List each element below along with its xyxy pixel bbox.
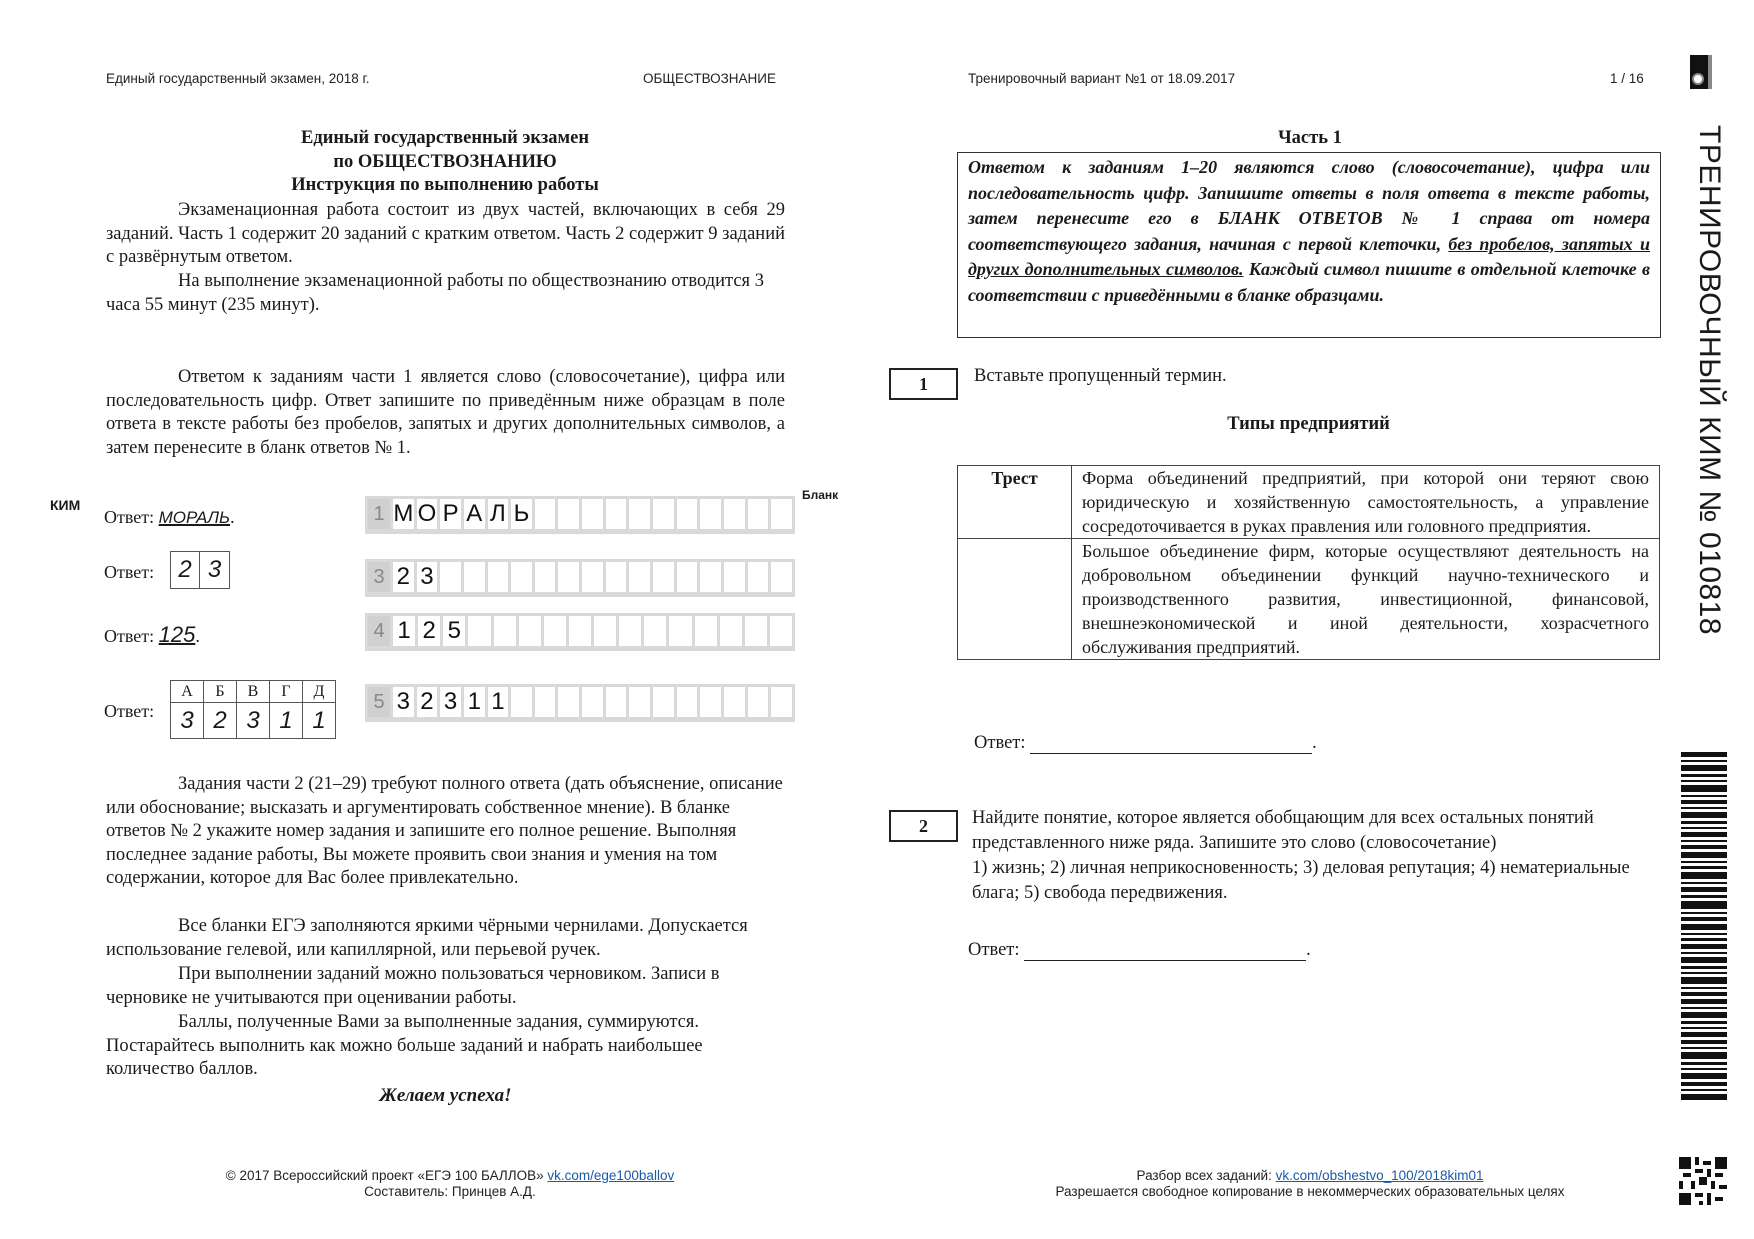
- blank-cell: [582, 499, 603, 529]
- blank-row-4: [365, 613, 795, 651]
- blank-cell: М: [393, 500, 414, 527]
- blank-cell: [695, 616, 717, 646]
- blank-cell: [748, 562, 769, 592]
- blank-row-number: 1: [368, 499, 390, 529]
- kim-value: 1: [270, 703, 303, 739]
- blank-cell: [582, 562, 603, 592]
- kim-value: 2: [204, 703, 237, 739]
- vertical-kim-title: ТРЕНИРОВОЧНЫЙ КИМ № 010818: [1693, 125, 1726, 636]
- qr-code-icon: [1679, 1157, 1727, 1205]
- blank-cell: 2: [393, 562, 414, 592]
- barcode-icon: [1681, 752, 1727, 1102]
- footer-analysis-link[interactable]: vk.com/obshestvo_100/2018kim01: [1275, 1168, 1484, 1183]
- question-1-number: 1: [889, 368, 958, 400]
- part-1-title: Часть 1: [1278, 128, 1342, 148]
- blank-cell: [677, 562, 698, 592]
- blank-cell: А: [464, 499, 485, 529]
- blank-label: Бланк: [802, 488, 839, 502]
- instruction-para-6: При выполнении заданий можно пользоваться черновиком. Записи в черновике не учитываются при оценивании работы.: [106, 964, 720, 1008]
- example-3-answer: Ответ: 125.: [104, 622, 200, 647]
- question-1-answer-field[interactable]: [1030, 734, 1312, 754]
- blank-cell: Р: [440, 499, 461, 529]
- blank-cell: Ь: [511, 499, 532, 529]
- blank-cell: [535, 562, 556, 592]
- footer-license: Разрешается свободное копирование в некоммерческих образовательных целях: [1055, 1184, 1565, 1199]
- blank-cell: [558, 687, 579, 717]
- blank-cell: [558, 562, 579, 592]
- blank-cell: [594, 616, 616, 646]
- blank-row-3: [365, 559, 795, 597]
- blank-cell: [519, 616, 541, 646]
- blank-row-1: [365, 496, 795, 534]
- question-2-answer-field[interactable]: [1024, 941, 1306, 961]
- blank-cell: [606, 499, 627, 529]
- blank-cell: [558, 499, 579, 529]
- question-2-answer: Ответ: .: [968, 940, 1311, 960]
- blank-cell: [535, 687, 556, 717]
- blank-cell: 2: [417, 687, 438, 717]
- kim-value: 3: [171, 703, 204, 739]
- definition-cell: Форма объединений предприятий, при которой они теряют свою юридическую и хозяйственную самостоятельность, а управление сосредоточивается в руках правления или головного предприятия.: [1072, 466, 1660, 539]
- blank-cell: [468, 616, 490, 646]
- enterprise-types-table: [957, 465, 1660, 660]
- blank-cell: [629, 499, 650, 529]
- blank-cell: 3: [393, 687, 414, 717]
- blank-cell: [771, 499, 792, 529]
- blank-cell: [669, 616, 691, 646]
- blank-cell: [511, 687, 532, 717]
- blank-cell: [700, 687, 721, 717]
- blank-row-number: 4: [368, 616, 390, 646]
- question-2-text: Найдите понятие, которое является обобщающим для всех остальных понятий представленного ниже ряда. Запишите это слово (словосочетание) 1) жизнь; 2) личная неприкосновенность; 3) деловая репутация; 4) нематериальные блага; 5) свобода передвижения.: [972, 808, 1630, 903]
- kim-header: В: [237, 681, 270, 703]
- blank-cell: [464, 562, 485, 592]
- blank-cell: 1: [464, 687, 485, 717]
- kim-label: КИМ: [50, 497, 81, 513]
- question-1-text: Вставьте пропущенный термин.: [974, 366, 1227, 386]
- blank-cell: [582, 687, 603, 717]
- blank-cell: [677, 687, 698, 717]
- kim-value: 1: [303, 703, 336, 739]
- blank-cell: 2: [418, 616, 440, 646]
- table-row: [958, 466, 1660, 539]
- blank-cell: Л: [488, 499, 509, 529]
- blank-cell: [745, 616, 767, 646]
- blank-cell: [644, 616, 666, 646]
- blank-cell: [748, 499, 769, 529]
- example-1-answer: Ответ: МОРАЛЬ.: [104, 507, 235, 527]
- question-2-items: 1) жизнь; 2) личная неприкосновенность; 3) деловая репутация; 4) нематериальные блага; 5) свобода передвижения.: [972, 858, 1630, 903]
- part-1-instructions: Ответом к заданиям 1–20 являются слово (словосочетание), цифра или последовательность цифр. Запишите ответы в поля ответа в тексте работы, затем перенесите его в БЛАНК ОТВЕТОВ № 1 справа от номера соответствующего задания, начиная с первой клеточки, без пробелов, запятых и других дополнительных символов. Каждый символ пишите в отдельной клеточке в соответствии с приведёнными в бланке образцами.: [957, 152, 1661, 338]
- kim-value: 3: [237, 703, 270, 739]
- example-1-value: МОРАЛЬ: [158, 508, 231, 527]
- blank-cell: 5: [443, 616, 465, 646]
- page-number: 1 / 16: [1610, 71, 1644, 86]
- blank-cell: [544, 616, 566, 646]
- missing-term-cell: [958, 539, 1072, 660]
- title-line-3: Инструкция по выполнению работы: [291, 175, 599, 195]
- blank-cell: [700, 562, 721, 592]
- instruction-para-1: Экзаменационная работа состоит из двух частей, включающих в себя 29 заданий. Часть 1 содержит 20 заданий с кратким ответом. Часть 2 содержит 9 заданий с развёрнутым ответом.: [106, 200, 785, 267]
- kim-header: Б: [204, 681, 237, 703]
- blank-row-5: [365, 684, 795, 722]
- blank-cell: [535, 499, 556, 529]
- blank-cell: [629, 562, 650, 592]
- definition-cell: Большое объединение фирм, которые осуществляют деятельность на добровольном объединении функций научно-технического и производственного развития, инвестиционной, финансовой, внешнеэкономической и иной деятельности, хозрасчетного обслуживания предприятий.: [1072, 539, 1660, 660]
- instruction-para-7: Баллы, полученные Вами за выполненные задания, суммируются. Постарайтесь выполнить как можно больше заданий и набрать наибольшее количество баллов.: [106, 1012, 703, 1079]
- blank-cell: [606, 562, 627, 592]
- kim-header: А: [171, 681, 204, 703]
- blank-cell: [771, 562, 792, 592]
- instruction-para-5: Все бланки ЕГЭ заполняются яркими чёрными чернилами. Допускается использование гелевой, или капиллярной, или перьевой ручек.: [106, 916, 748, 960]
- kim-cell: 2: [171, 552, 200, 588]
- blank-cell: [619, 616, 641, 646]
- blank-cell: [677, 499, 698, 529]
- title-line-1: Единый государственный экзамен: [301, 128, 589, 148]
- blank-cell: [724, 499, 745, 529]
- header-subject: ОБЩЕСТВОЗНАНИЕ: [643, 71, 776, 86]
- blank-cell: [440, 562, 461, 592]
- blank-cell: [771, 687, 792, 717]
- blank-cell: 1: [393, 616, 415, 646]
- blank-cell: О: [417, 500, 437, 527]
- question-1-table-title: Типы предприятий: [1227, 414, 1390, 434]
- instruction-para-2: На выполнение экзаменационной работы по обществознанию отводится 3 часа 55 минут (235 минут).: [106, 271, 764, 315]
- blank-cell: 1: [488, 687, 509, 717]
- footer-right: Разбор всех заданий: vk.com/obshestvo_100/2018kim01 Разрешается свободное копирование в некоммерческих образовательных целях: [1010, 1168, 1610, 1200]
- corner-marker-icon: [1690, 55, 1712, 89]
- header-exam-title: Единый государственный экзамен, 2018 г.: [106, 71, 370, 86]
- kim-header: Д: [303, 681, 336, 703]
- blank-cell: [511, 562, 532, 592]
- question-2-number: 2: [889, 810, 958, 842]
- blank-cell: 3: [440, 687, 461, 717]
- kim-cell: 3: [207, 556, 222, 583]
- blank-cell: [724, 562, 745, 592]
- example-3-value: 125: [158, 622, 196, 647]
- blank-cell: [653, 562, 674, 592]
- blank-cell: [629, 687, 650, 717]
- example-2-label: Ответ:: [104, 562, 155, 582]
- blank-cell: 3: [417, 562, 438, 592]
- kim-header: Г: [270, 681, 303, 703]
- blank-row-number: 5: [368, 687, 390, 717]
- blank-cell: [569, 616, 591, 646]
- blank-cell: [606, 687, 627, 717]
- header-variant: Тренировочный вариант №1 от 18.09.2017: [968, 71, 1236, 86]
- blank-cell: [488, 562, 509, 592]
- footer-vk-link[interactable]: vk.com/ege100ballov: [547, 1168, 675, 1183]
- blank-cell: [653, 499, 674, 529]
- blank-cell: [720, 616, 742, 646]
- blank-cell: [653, 687, 674, 717]
- blank-row-number: 3: [368, 562, 390, 592]
- blank-cell: [748, 687, 769, 717]
- instruction-para-3: Ответом к заданиям части 1 является слово (словосочетание), цифра или последовательность цифр. Ответ запишите по приведённым ниже образцам в поле ответа в тексте работы без пробелов, запятых и других дополнительных символов, а затем перенесите в бланк ответов № 1.: [106, 367, 785, 458]
- good-luck-wish: Желаем успеха!: [379, 1085, 512, 1106]
- table-row: [958, 539, 1660, 660]
- blank-cell: [700, 499, 721, 529]
- title-line-2: по ОБЩЕСТВОЗНАНИЮ: [333, 151, 557, 172]
- instruction-para-4: Задания части 2 (21–29) требуют полного ответа (дать объяснение, описание или обоснование; высказать и аргументировать собственное мнение). В бланке ответов № 2 укажите номер задания и запишите его полное решение. Выполняя последнее задание работы, Вы можете проявить свои знания и умения на том содержании, которое для Вас более привлекательно.: [106, 774, 783, 888]
- blank-cell: [494, 616, 516, 646]
- blank-cell: [724, 687, 745, 717]
- question-1-answer: Ответ: .: [974, 733, 1317, 753]
- term-cell: Трест: [958, 466, 1072, 539]
- document-title: [105, 127, 785, 198]
- blank-cell: [770, 616, 792, 646]
- footer-author: Составитель: Принцев А.Д.: [364, 1184, 536, 1199]
- example-2-kim-cells: [170, 551, 230, 589]
- example-4-label: Ответ:: [104, 701, 155, 721]
- example-4-kim-table: [170, 680, 336, 739]
- footer-left: © 2017 Всероссийский проект «ЕГЭ 100 БАЛЛОВ» vk.com/ege100ballov Составитель: Принцев А.Д.: [160, 1168, 740, 1200]
